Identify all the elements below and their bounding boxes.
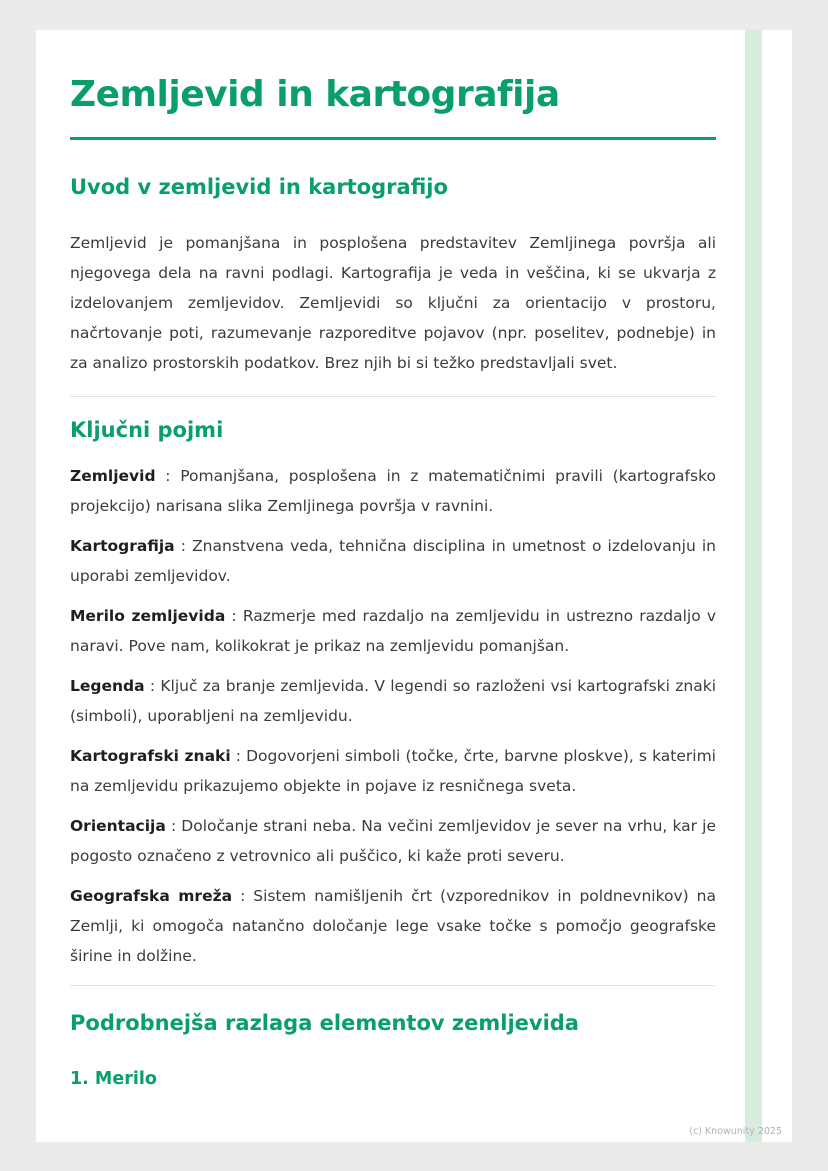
definition-item (70, 531, 716, 591)
definition-term: Merilo zemljevida (70, 607, 226, 626)
subsection-heading-merilo: 1. Merilo (70, 1069, 157, 1090)
section-divider (70, 985, 716, 986)
document-content (70, 74, 716, 1090)
document-title: Zemljevid in kartografija (70, 74, 560, 115)
definition-text: : Znanstvena veda, tehnična disciplina in umetnost o izdelovanju in uporabi zemljevidov. (70, 537, 716, 586)
definition-text: : Pomanjšana, posplošena in z matematičnimi pravili (kartografsko projekcijo) narisana slika Zemljinega površja v ravnini. (70, 467, 716, 516)
definition-item (70, 671, 716, 731)
definition-term: Zemljevid (70, 467, 156, 486)
definition-term: Kartografski znaki (70, 747, 231, 766)
document-page (36, 30, 792, 1142)
definition-item (70, 741, 716, 801)
copyright-footer: (c) Knowunity 2025 (689, 1126, 782, 1137)
section-heading-details: Podrobnejša razlaga elementov zemljevida (70, 1011, 579, 1036)
definition-item (70, 601, 716, 661)
definition-item (70, 461, 716, 521)
definition-text: : Dogovorjeni simboli (točke, črte, barvne ploskve), s katerimi na zemljevidu prikazujemo objekte in pojave iz resničnega sveta. (70, 747, 716, 796)
definition-term: Orientacija (70, 817, 166, 836)
section-heading-intro: Uvod v zemljevid in kartografijo (70, 175, 448, 200)
definition-text: : Ključ za branje zemljevida. V legendi so razloženi vsi kartografski znaki (simboli), uporabljeni na zemljevidu. (70, 677, 716, 726)
intro-paragraph: Zemljevid je pomanjšana in posplošena predstavitev Zemljinega površja ali njegovega dela na ravni podlagi. Kartografija je veda in veščina, ki se ukvarja z izdelovanjem zemljevidov. Zemljevidi so ključni za orientacijo v prostoru, načrtovanje poti, razumevanje razporeditve pojavov (npr. poselitev, podnebje) in za analizo prostorskih podatkov. Brez njih bi si težko predstavljali svet. (70, 234, 716, 373)
definition-term: Geografska mreža (70, 887, 233, 906)
definition-item (70, 811, 716, 871)
definition-text: : Določanje strani neba. Na večini zemljevidov je sever na vrhu, kar je pogosto označeno z vetrovnico ali puščico, ki kaže proti severu. (70, 817, 716, 866)
title-underline (70, 137, 716, 140)
right-accent-stripe (745, 30, 762, 1142)
section-heading-key-terms: Ključni pojmi (70, 418, 224, 443)
section-divider (70, 396, 716, 397)
definition-item (70, 881, 716, 971)
definition-term: Legenda (70, 677, 145, 696)
definition-term: Kartografija (70, 537, 175, 556)
definition-text: : Razmerje med razdaljo na zemljevidu in ustrezno razdaljo v naravi. Pove nam, kolikokrat je prikaz na zemljevidu pomanjšan. (70, 607, 717, 656)
definition-text: : Sistem namišljenih črt (vzporednikov in poldnevnikov) na Zemlji, ki omogoča natančno določanje lege vsake točke s pomočjo geografske širine in dolžine. (70, 887, 717, 966)
